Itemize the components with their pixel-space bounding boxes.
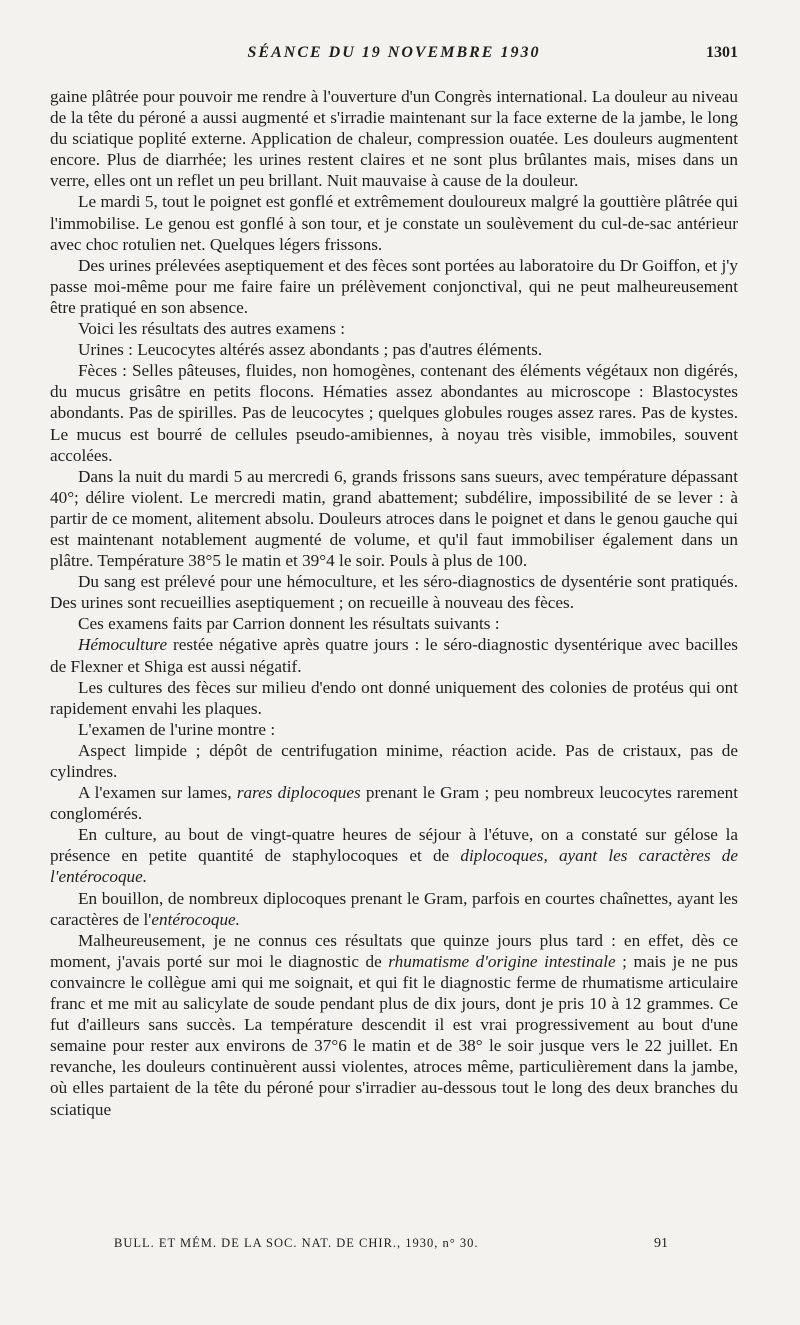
paragraph: Urines : Leucocytes altérés assez abondants ; pas d'autres éléments. <box>78 340 543 360</box>
paragraph: Du sang est prélevé pour une hémoculture, et les séro-diagnostics de dysentérie sont pratiqués. Des urines sont recueillies aseptiquement ; on recueille à nouveau des fèces. <box>50 572 738 613</box>
text-run: A l'examen sur lames, <box>78 783 237 803</box>
paragraph: Des urines prélevées aseptiquement et des fèces sont portées au laboratoire du Dr Goiffon, et j'y passe moi-même pour me faire faire un prélèvement conjonctival, qui ne peut malheureusement être pratiqué en son absence. <box>50 255 738 317</box>
paragraph-culture <box>50 824 738 887</box>
paragraph: Les cultures des fèces sur milieu d'endo ont donné uniquement des colonies de protéus qui ont rapidement envahi les plaques. <box>50 677 738 718</box>
paragraph: Dans la nuit du mardi 5 au mercredi 6, grands frissons sans sueurs, avec température dépassant 40°; délire violent. Le mercredi matin, grand abattement; subdélire, impossibilité de se lever : à partir de ce moment, alitement absolu. Douleurs atroces dans le poignet et dans le genou gauche qui est maintenant notablement augmenté de volume, et qu'il faut immobiliser également dans un plâtre. Température 38°5 le matin et 39°4 le soir. Pouls à plus de 100. <box>50 466 738 571</box>
body-text <box>50 86 738 1120</box>
page-number: 1301 <box>706 44 738 61</box>
italic-term: diplocoques, ayant les caractères de l'entérocoque. <box>50 846 738 887</box>
text-run: En culture, au bout de vingt-quatre heures de séjour à l'étuve, on a constaté sur gélose la présence en petite quantité de staphylocoques et de <box>50 825 738 866</box>
paragraph: Le mardi 5, tout le poignet est gonflé et extrêmement douloureux malgré la gouttière plâtrée qui l'immobilise. Le genou est gonflé à son tour, et je constate un soulèvement du cul-de-sac antérieur avec choc rotulien net. Quelques légers frissons. <box>50 192 738 254</box>
paragraph-exam-lames <box>50 782 738 824</box>
paragraph-bouillon <box>50 888 738 930</box>
paragraph: Aspect limpide ; dépôt de centrifugation minime, réaction acide. Pas de cristaux, pas de cylindres. <box>50 740 738 781</box>
paragraph: Ces examens faits par Carrion donnent les résultats suivants : <box>78 614 500 634</box>
italic-term: entérocoque. <box>151 909 240 929</box>
bulletin-reference: BULL. ET MÉM. DE LA SOC. NAT. DE CHIR., 1930, n° 30. <box>114 1236 479 1250</box>
text-run: ; mais je ne pus convaincre le collègue ami qui me soignait, et qui fit le diagnostic ferme de rhumatisme articulaire franc et me mit au salicylate de soude pendant plus de dix jours, dont je pris 10 à 12 grammes. Ce fut d'ailleurs sans succès. La température descendit il est vrai progressivement au bout d'une semaine pour rester aux environs de 37°6 le matin et de 38° le soir jusque vers le 22 juillet. En revanche, les douleurs continuèrent aussi violentes, atroces même, particulièrement dans la jambe, où elles partaient de la tête du péroné pour s'irradier au-dessous tout le long des deux branches du sciatique <box>50 951 738 1119</box>
text-run: prenant le Gram ; peu nombreux leucocytes rarement conglomérés. <box>50 783 738 824</box>
text-run: restée négative après quatre jours : le séro-diagnostic dysentérique avec bacilles de Flexner et Shiga est aussi négatif. <box>50 635 738 676</box>
italic-term: rhumatisme d'origine intestinale <box>388 951 616 971</box>
paragraph: Voici les résultats des autres examens : <box>78 319 345 339</box>
running-header <box>50 44 738 68</box>
italic-term: rares diplocoques <box>236 783 361 803</box>
paragraph: gaine plâtrée pour pouvoir me rendre à l'ouverture d'un Congrès international. La douleur au niveau de la tête du péroné a aussi augmenté et s'irradie maintenant sur la face externe de la jambe, le long du sciatique poplité externe. Application de chaleur, compression ouatée. Les douleurs augmentent encore. Plus de diarrhée; les urines restent claires et ne sont plus brûlantes mais, mises dans un verre, elles ont un reflet un peu brillant. Nuit mauvaise à cause de la douleur. <box>50 87 738 191</box>
page-footer <box>50 1236 738 1256</box>
signature-number: 91 <box>654 1236 668 1251</box>
paragraph-malheureusement <box>50 930 738 1120</box>
running-title: SÉANCE DU 19 NOVEMBRE 1930 <box>247 44 541 61</box>
text-run: Malheureusement, je ne connus ces résultats que quinze jours plus tard : en effet, dès ce moment, j'avais porté sur moi le diagnostic de <box>50 930 738 971</box>
italic-term: Hémoculture <box>78 635 168 655</box>
paragraph: Fèces : Selles pâteuses, fluides, non homogènes, contenant des éléments végétaux non digérés, du mucus grisâtre en petits flocons. Hématies assez abondantes au microscope : Blastocystes abondants. Pas de spirilles. Pas de leucocytes ; quelques globules rouges assez rares. Pas de kystes. Le mucus est bourré de cellules pseudo-amibiennes, à noyau très visible, immobiles, souvent accolées. <box>50 361 738 465</box>
paragraph-hemoculture <box>50 634 738 676</box>
paragraph: L'examen de l'urine montre : <box>78 719 276 739</box>
text-run: En bouillon, de nombreux diplocoques prenant le Gram, parfois en courtes chaînettes, ayant les caractères de l' <box>50 888 738 929</box>
